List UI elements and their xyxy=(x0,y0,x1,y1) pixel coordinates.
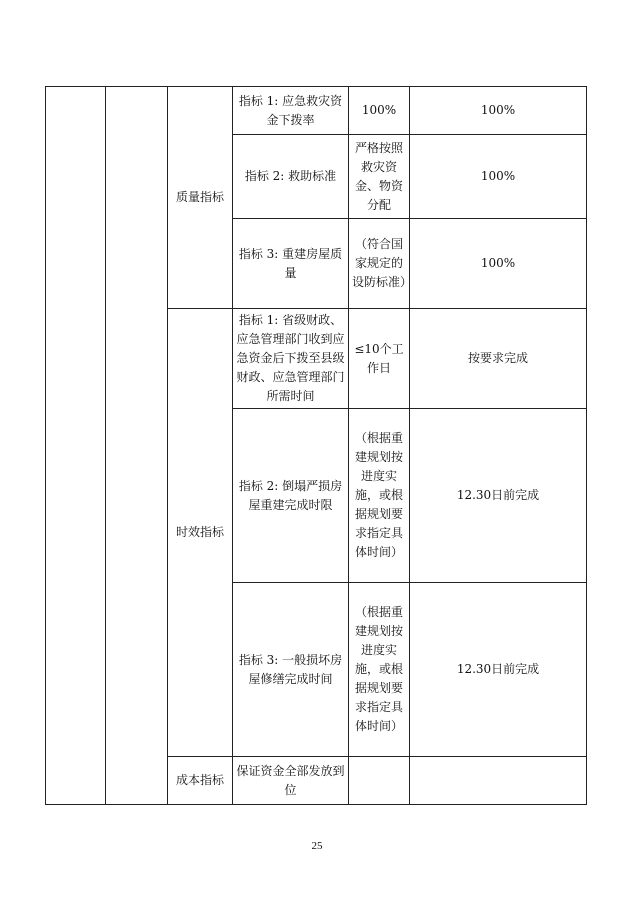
indicator-cell: 指标 3: 重建房屋质量 xyxy=(233,219,349,309)
actual-value-cell: 100% xyxy=(410,219,587,309)
category-cell: 成本指标 xyxy=(168,757,233,805)
actual-value-cell: 12.30日前完成 xyxy=(410,409,587,583)
target-value-cell: （根据重建规划按进度实施，或根据规划要求指定具体时间） xyxy=(349,409,410,583)
actual-value-cell: 按要求完成 xyxy=(410,309,587,409)
indicator-cell: 指标 1: 应急救灾资金下拨率 xyxy=(233,87,349,135)
target-value-cell: ≤10个工作日 xyxy=(349,309,410,409)
category-cell: 时效指标 xyxy=(168,309,233,757)
performance-indicator-table xyxy=(45,86,587,805)
page-number: 25 xyxy=(311,840,323,852)
indicator-cell: 指标 2: 倒塌严损房屋重建完成时限 xyxy=(233,409,349,583)
actual-value-cell xyxy=(410,757,587,805)
indicator-cell: 保证资金全部发放到位 xyxy=(233,757,349,805)
target-value-cell xyxy=(349,757,410,805)
table-row xyxy=(46,87,587,135)
actual-value-cell: 12.30日前完成 xyxy=(410,583,587,757)
actual-value-cell: 100% xyxy=(410,87,587,135)
blank-level1-cell xyxy=(46,87,106,805)
target-value-cell: （根据重建规划按进度实施，或根据规划要求指定具体时间） xyxy=(349,583,410,757)
indicator-cell: 指标 2: 救助标准 xyxy=(233,135,349,219)
indicator-cell: 指标 1: 省级财政、应急管理部门收到应急资金后下拨至县级财政、应急管理部门所需时间 xyxy=(233,309,349,409)
target-value-cell: （符合国家规定的设防标准） xyxy=(349,219,410,309)
target-value-cell: 100% xyxy=(349,87,410,135)
target-value-cell: 严格按照救灾资金、物资分配 xyxy=(349,135,410,219)
category-cell: 质量指标 xyxy=(168,87,233,309)
indicator-cell: 指标 3: 一般损坏房屋修缮完成时间 xyxy=(233,583,349,757)
actual-value-cell: 100% xyxy=(410,135,587,219)
blank-level2-cell xyxy=(106,87,168,805)
